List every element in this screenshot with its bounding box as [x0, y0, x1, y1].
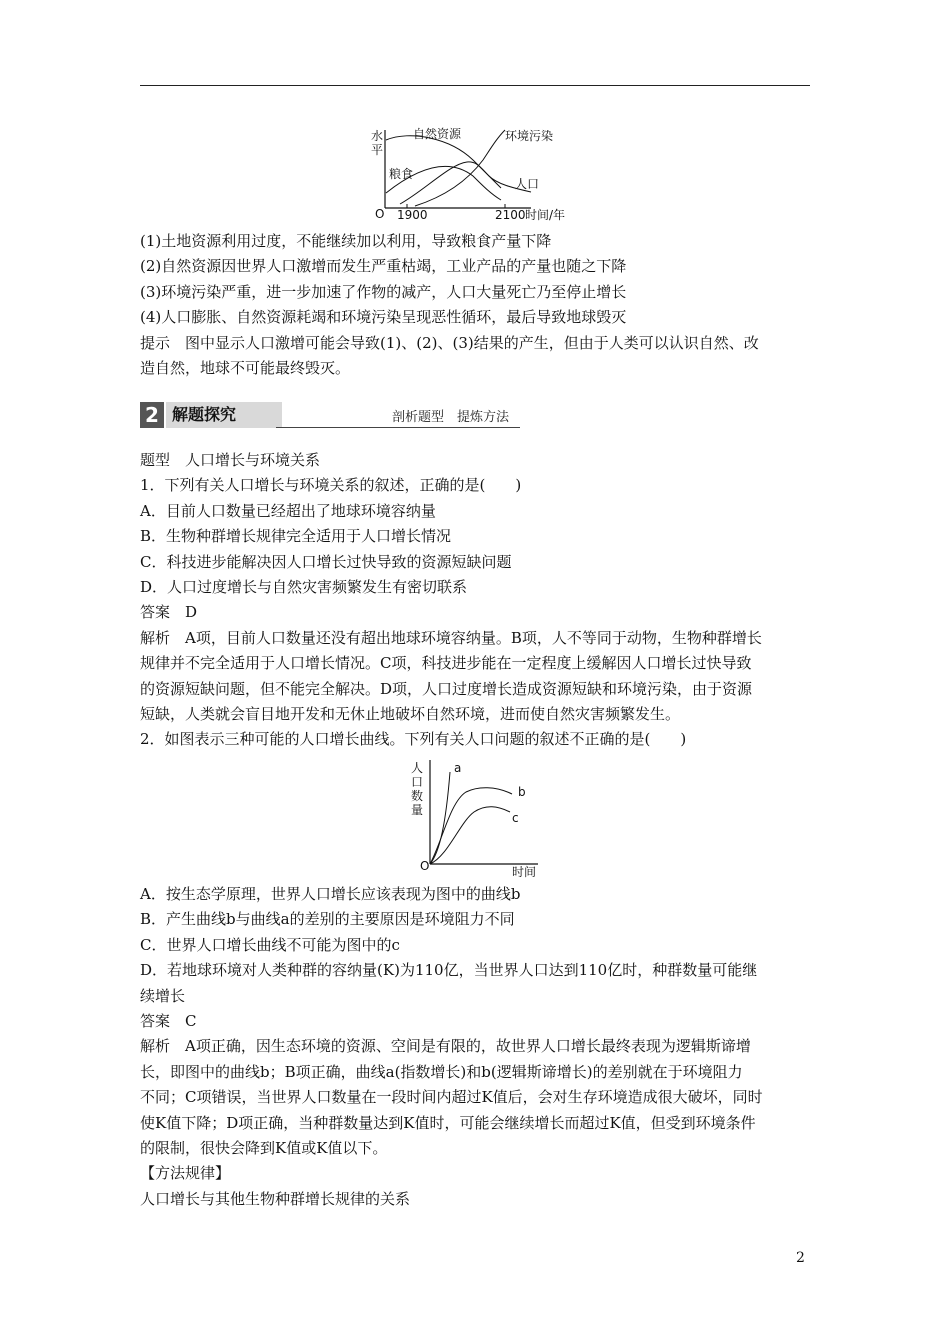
curve-b [430, 788, 512, 864]
q2-line: 答案 C [140, 1012, 197, 1031]
q2-line: B．产生曲线b与曲线a的差别的主要原因是环境阻力不同 [140, 910, 515, 929]
y-axis-label-2: 平 [371, 143, 384, 157]
page-number: 2 [796, 1250, 805, 1266]
pollution-curve [415, 130, 505, 206]
question-2-block [140, 882, 812, 1212]
y-axis-label-4: 量 [411, 803, 424, 817]
q1-line: 题型 人口增长与环境关系 [140, 451, 321, 469]
q2-line: 长，即图中的曲线b；B项正确，曲线a(指数增长)和b(逻辑斯谛增长)的差别就在于环境阻力 [140, 1062, 743, 1081]
origin-label: O [420, 859, 430, 873]
option-1: (1)土地资源利用过度，不能继续加以利用，导致粮食产量下降 [140, 232, 552, 250]
curve-a-label: a [454, 761, 462, 775]
q2-line: 续增长 [140, 986, 186, 1005]
q1-line: 短缺，人类就会盲目地开发和无休止地破坏自然环境，进而使自然灾害频繁发生。 [140, 705, 681, 724]
population-growth-curves-chart [408, 752, 548, 882]
option-2: (2)自然资源因世界人口激增而发生严重枯竭，工业产品的产量也随之下降 [140, 257, 627, 276]
q2-line: 的限制，很快会降到K值或K值以下。 [140, 1139, 388, 1158]
q1-line: 答案 D [140, 603, 198, 622]
curve-b-label: b [518, 785, 526, 799]
y-axis-label-1: 人 [411, 761, 424, 775]
header-rule [140, 85, 810, 86]
curve-c-label: c [512, 811, 519, 825]
section-header [140, 402, 520, 428]
y-axis-label-1: 水 [371, 129, 384, 143]
q1-line: 2．如图表示三种可能的人口增长曲线。下列有关人口问题的叙述不正确的是( ) [140, 730, 687, 749]
hint-line-1: 提示 图中显示人口激增可能会导致(1)、(2)、(3)结果的产生，但由于人类可以认识自然、改 [140, 333, 759, 352]
q2-line: 解析 A项正确，因生态环境的资源、空间是有限的，故世界人口增长最终表现为逻辑斯谛增 [140, 1037, 751, 1056]
section-subtitle: 剖析题型 提炼方法 [392, 410, 510, 425]
x-axis-label: 时间/年 [525, 208, 566, 222]
pollution-label: 环境污染 [505, 129, 554, 143]
q1-line: 1．下列有关人口增长与环境关系的叙述，正确的是( ) [140, 476, 522, 495]
hint-line-2: 造自然，地球不可能最终毁灭。 [140, 359, 351, 378]
section-title: 解题探究 [166, 402, 282, 428]
option-4: (4)人口膨胀、自然资源耗竭和环境污染呈现恶性循环，最后导致地球毁灭 [140, 308, 627, 327]
section-number: 2 [140, 402, 164, 428]
q1-line: 规律并不完全适用于人口增长情况。C项，科技进步能在一定程度上缓解因人口增长过快导致 [140, 654, 752, 673]
curve-a [430, 772, 450, 864]
y-axis-label-2: 口 [411, 775, 424, 789]
q1-line: A．目前人口数量已经超出了地球环境容纳量 [140, 501, 436, 520]
options-block [140, 229, 812, 381]
section-underline [276, 427, 520, 428]
question-1-block [140, 448, 812, 753]
x-axis-label: 时间 [512, 865, 537, 879]
q1-line: 的资源短缺问题，但不能完全解决。D项，人口过度增长造成资源短缺和环境污染，由于资源 [140, 679, 753, 698]
tick-1900-label: 1900 [397, 208, 428, 222]
option-3: (3)环境污染严重，进一步加速了作物的减产，人口大量死亡乃至停止增长 [140, 282, 627, 301]
q2-line: 人口增长与其他生物种群增长规律的关系 [140, 1189, 411, 1208]
q1-line: C．科技进步能解决因人口增长过快导致的资源短缺问题 [140, 552, 512, 571]
population-curve [400, 162, 531, 204]
y-axis-label-3: 数 [411, 789, 424, 803]
q1-line: D．人口过度增长与自然灾害频繁发生有密切联系 [140, 578, 468, 597]
tick-2100-label: 2100 [495, 208, 526, 222]
population-label: 人口 [515, 177, 540, 191]
q2-line: 【方法规律】 [140, 1164, 231, 1183]
q2-line: C．世界人口增长曲线不可能为图中的c [140, 935, 400, 954]
q1-line: B．生物种群增长规律完全适用于人口增长情况 [140, 527, 452, 546]
resources-label: 自然资源 [413, 127, 462, 141]
q1-line: 解析 A项，目前人口数量还没有超出地球环境容纳量。B项，人不等同于动物，生物种群增长 [140, 628, 762, 647]
origin-label: O [375, 207, 385, 221]
population-resources-chart [355, 118, 595, 230]
q2-line: A．按生态学原理，世界人口增长应该表现为图中的曲线b [140, 885, 521, 903]
q2-line: D．若地球环境对人类种群的容纳量(K)为110亿，当世界人口达到110亿时，种群数量可能继 [140, 961, 758, 980]
q2-line: 使K值下降；D项正确，当种群数量达到K值时，可能会继续增长而超过K值，但受到环境条件 [140, 1113, 756, 1132]
food-label: 粮食 [389, 167, 414, 181]
q2-line: 不同；C项错误，当世界人口数量在一段时间内超过K值后，会对生存环境造成很大破坏，同时 [140, 1088, 763, 1107]
